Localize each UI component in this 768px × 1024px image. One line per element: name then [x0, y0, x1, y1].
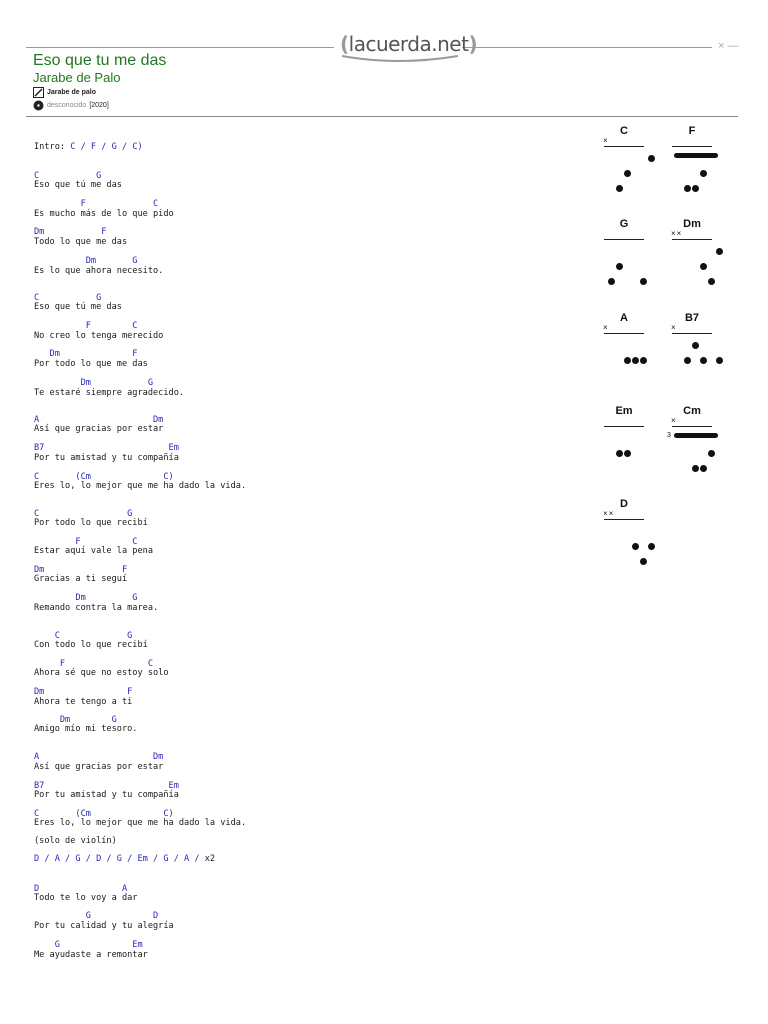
chord-line[interactable]: Dm F [34, 349, 138, 359]
barre-mark [674, 153, 718, 158]
finger-dot [700, 170, 707, 177]
chord-name: Cm [683, 405, 701, 417]
logo-suffix: .net [431, 32, 469, 56]
finger-dot [692, 342, 699, 349]
chord-line[interactable]: C (Cm C) [34, 472, 174, 482]
source-label[interactable]: Jarabe de palo [47, 89, 97, 96]
chord-diagram-cm[interactable] [667, 405, 734, 485]
chord-diagram-dm[interactable] [672, 218, 734, 298]
lyric-line: Me ayudaste a remontar [34, 950, 148, 960]
chord-line[interactable]: Dm F [34, 227, 107, 237]
chord-diagram-d[interactable] [604, 498, 666, 578]
chord-nut [672, 426, 712, 427]
finger-dot [700, 357, 707, 364]
finger-dot [608, 278, 615, 285]
chord-name: A [620, 312, 628, 324]
finger-dot [640, 558, 647, 565]
chord-name: C [620, 125, 628, 137]
close-icon[interactable]: × — [718, 40, 739, 52]
lyric-line: Es mucho más de lo que pido [34, 209, 174, 219]
finger-dot [640, 357, 647, 364]
lyric-line: Así que gracias por estar [34, 424, 164, 434]
chord-line[interactable]: Dm G [34, 715, 117, 725]
chord-line[interactable]: C G [34, 293, 102, 303]
finger-dot [692, 465, 699, 472]
finger-dot [624, 357, 631, 364]
chord-diagram-b7[interactable] [672, 312, 734, 392]
lyric-line: No creo lo tenga merecido [34, 331, 164, 341]
finger-dot [624, 170, 631, 177]
chord-line[interactable]: C G [34, 509, 133, 519]
chord-line[interactable]: Dm G [34, 378, 153, 388]
muted-string-marker: ×× [603, 509, 615, 518]
finger-dot [632, 357, 639, 364]
finger-dot [700, 465, 707, 472]
lyric-line: Ahora sé que no estoy solo [34, 668, 169, 678]
chord-line[interactable]: F C [34, 321, 138, 331]
chord-nut [604, 426, 644, 427]
chord-line[interactable]: G Em [34, 940, 143, 950]
lyric-line: (solo de violín) [34, 836, 117, 846]
chord-name: F [688, 125, 696, 137]
chord-nut [672, 239, 712, 240]
finger-dot [700, 263, 707, 270]
finger-dot [616, 450, 623, 457]
logo-text: lacuerda [348, 32, 432, 56]
chord-line[interactable]: F C [34, 199, 159, 209]
chord-line[interactable]: C (Cm C) [34, 809, 174, 819]
chord-line[interactable]: C G [34, 631, 133, 641]
chord-progression-line[interactable]: D / A / G / D / G / Em / G / A / x2 [34, 854, 216, 864]
chord-line[interactable]: A Dm [34, 752, 164, 762]
chord-diagram-a[interactable] [604, 312, 666, 392]
chord-name: Em [615, 405, 633, 417]
lyric-line: Con todo lo que recibí [34, 640, 148, 650]
lyric-line: Eres lo, lo mejor que me ha dado la vida. [34, 818, 247, 828]
lyric-line: Gracias a ti seguí [34, 574, 128, 584]
lyric-line: Eso que tú me das [34, 302, 122, 312]
lyric-line: Amigo mío mi tesoro. [34, 724, 138, 734]
muted-string-marker: × [671, 323, 677, 332]
lyric-line: Por tu amistad y tu compañía [34, 453, 179, 463]
finger-dot [684, 357, 691, 364]
chord-line[interactable]: Dm G [34, 593, 138, 603]
logo-bracket-close: ) [468, 32, 478, 56]
chord-name: B7 [684, 312, 700, 324]
chord-line[interactable]: F C [34, 537, 138, 547]
chord-line[interactable]: Dm G [34, 256, 138, 266]
lyric-line: Por tu amistad y tu compañía [34, 790, 179, 800]
finger-dot [692, 185, 699, 192]
finger-dot [624, 450, 631, 457]
album-year: [2020] [89, 102, 109, 109]
logo-bracket-open: ( [340, 32, 349, 56]
chord-line[interactable]: F C [34, 659, 153, 669]
chord-nut [604, 146, 644, 147]
finger-dot [708, 450, 715, 457]
lyric-line: Todo lo que me das [34, 237, 128, 247]
finger-dot [716, 248, 723, 255]
lyric-line: Eres lo, lo mejor que me ha dado la vida. [34, 481, 247, 491]
chord-nut [672, 146, 712, 147]
finger-dot [648, 543, 655, 550]
lyric-line: Así que gracias por estar [34, 762, 164, 772]
muted-string-marker: × [603, 323, 609, 332]
lyric-line: Eso que tú me das [34, 180, 122, 190]
chord-line[interactable]: A Dm [34, 415, 164, 425]
finger-dot [648, 155, 655, 162]
chord-name: G [619, 218, 629, 230]
lyric-line: Es lo que ahora necesito. [34, 266, 164, 276]
fret-number: 3 [667, 432, 671, 439]
chord-nut [672, 333, 712, 334]
chord-line[interactable]: Dm F [34, 565, 128, 575]
chord-name: D [620, 498, 628, 510]
chord-line[interactable]: D A [34, 884, 128, 894]
chord-line[interactable]: B7 Em [34, 781, 179, 791]
finger-dot [684, 185, 691, 192]
finger-dot [640, 278, 647, 285]
finger-dot [708, 278, 715, 285]
chord-line[interactable]: C G [34, 171, 102, 181]
finger-dot [632, 543, 639, 550]
lyric-line: Por todo lo que me das [34, 359, 148, 369]
chord-nut [604, 519, 644, 520]
lyric-line: Remando contra la marea. [34, 603, 159, 613]
song-artist[interactable]: Jarabe de Palo [33, 70, 121, 85]
chord-line[interactable]: Dm F [34, 687, 133, 697]
lyric-line: Por todo lo que recibí [34, 518, 148, 528]
lyric-line: Te estaré siempre agradecido. [34, 388, 185, 398]
chord-line[interactable]: G D [34, 911, 159, 921]
chord-nut [604, 239, 644, 240]
muted-string-marker: ×× [671, 229, 683, 238]
chord-line[interactable]: B7 Em [34, 443, 179, 453]
lyric-line: Estar aquí vale la pena [34, 546, 153, 556]
song-title[interactable]: Eso que tu me das [33, 52, 167, 69]
lyric-line: Ahora te tengo a ti [34, 697, 133, 707]
muted-string-marker: × [603, 136, 609, 145]
chord-diagram-em[interactable] [604, 405, 666, 485]
album-name[interactable]: desconocido [47, 102, 87, 109]
chord-diagram-f[interactable] [672, 125, 734, 205]
finger-dot [616, 263, 623, 270]
chord-name: Dm [683, 218, 701, 230]
chord-diagram-g[interactable] [604, 218, 666, 298]
intro-label: Intro: [34, 142, 66, 152]
muted-string-marker: × [671, 416, 677, 425]
chord-nut [604, 333, 644, 334]
lyric-line: Por tu calidad y tu alegría [34, 921, 174, 931]
finger-dot [616, 185, 623, 192]
finger-dot [716, 357, 723, 364]
chord-diagram-c[interactable] [604, 125, 666, 205]
lyric-line: Todo te lo voy a dar [34, 893, 138, 903]
intro-chords[interactable]: C / F / G / C) [70, 142, 143, 152]
barre-mark [674, 433, 718, 438]
